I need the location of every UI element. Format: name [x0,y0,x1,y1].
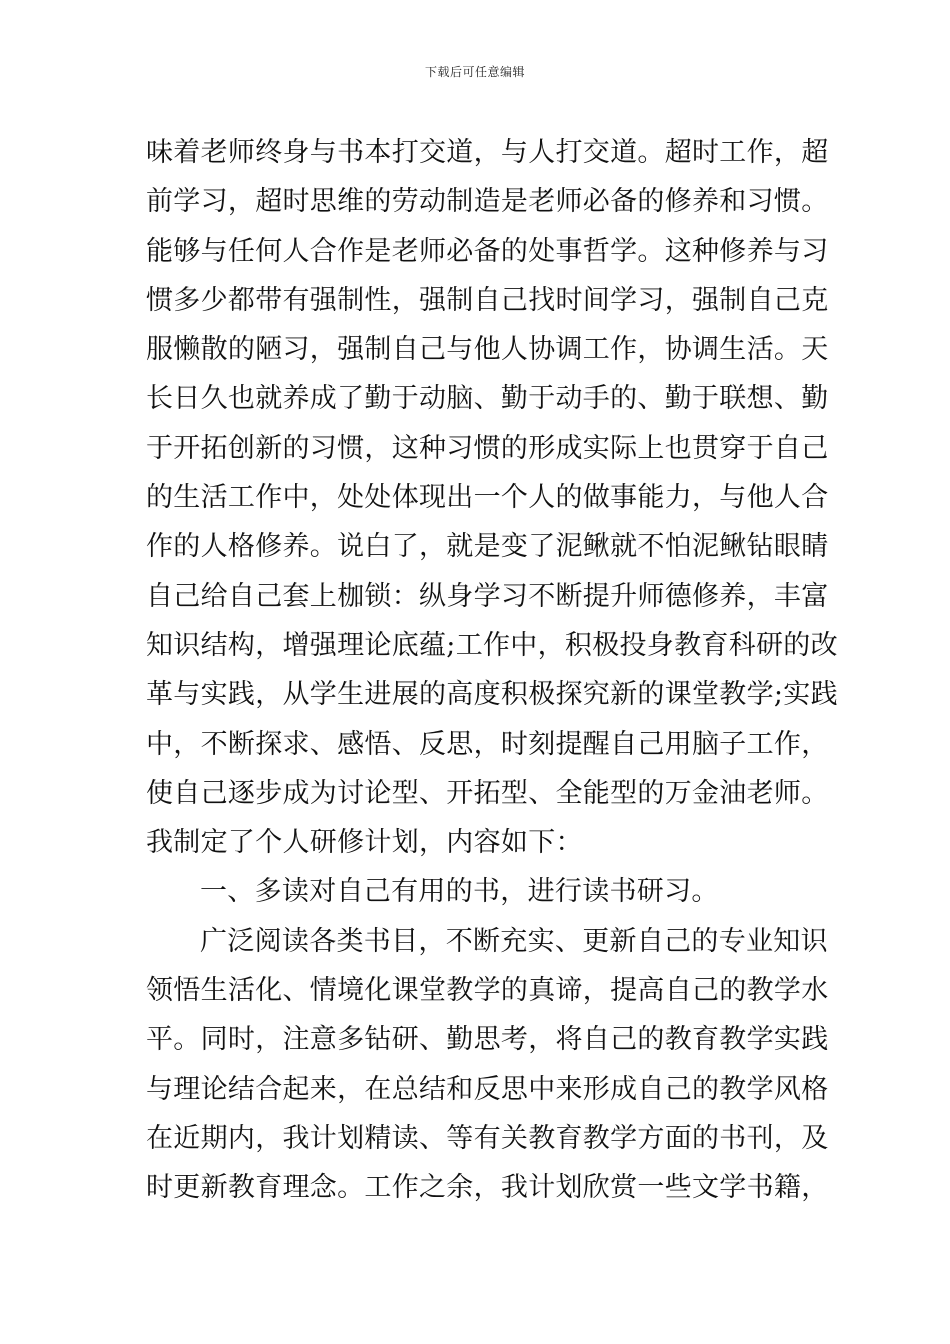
body-line: 广泛阅读各类书目，不断充实、更新自己的专业知识 [200,925,828,957]
body-line: 领悟生活化、情境化课堂教学的真谛，提高自己的教学水 [146,975,829,1007]
body-line: 中，不断探求、感悟、反思，时刻提醒自己用脑子工作， [146,728,829,760]
body-line: 服懒散的陋习，强制自己与他人协调工作，协调生活。天 [146,334,829,366]
body-line: 我制定了个人研修计划，内容如下： [146,827,583,859]
body-line: 知识结构，增强理论底蕴;工作中，积极投身教育科研的改 [146,629,838,661]
body-line: 平。同时，注意多钻研、勤思考，将自己的教育教学实践 [146,1024,829,1056]
body-line: 于开拓创新的习惯，这种习惯的形成实际上也贯穿于自己 [146,432,829,464]
page-header: 下载后可任意编辑 [424,65,525,79]
body-line: 前学习，超时思维的劳动制造是老师必备的修养和习惯。 [146,186,829,218]
body-line: 使自己逐步成为讨论型、开拓型、全能型的万金油老师。 [146,777,829,809]
body-line: 能够与任何人合作是老师必备的处事哲学。这种修养与习 [146,235,829,267]
section-heading: 一、多读对自己有用的书，进行读书研习。 [200,876,719,908]
body-line: 味着老师终身与书本打交道，与人打交道。超时工作，超 [146,137,829,168]
body-line: 自己给自己套上枷锁：纵身学习不断提升师德修养，丰富 [146,580,829,612]
body-line: 的生活工作中，处处体现出一个人的做事能力，与他人合 [146,482,829,514]
body-line: 与理论结合起来，在总结和反思中来形成自己的教学风格 [146,1073,829,1105]
body-line: 革与实践，从学生进展的高度积极探究新的课堂教学;实践 [146,679,838,711]
body-line: 在近期内，我计划精读、等有关教育教学方面的书刊，及 [146,1122,829,1154]
body-line: 长日久也就养成了勤于动脑、勤于动手的、勤于联想、勤 [146,383,829,415]
body-line: 作的人格修养。说白了，就是变了泥鳅就不怕泥鳅钻眼睛 [146,531,829,563]
body-line: 惯多少都带有强制性，强制自己找时间学习，强制自己克 [146,284,829,316]
document-body [146,128,838,1213]
body-line: 时更新教育理念。工作之余，我计划欣赏一些文学书籍， [146,1172,829,1204]
